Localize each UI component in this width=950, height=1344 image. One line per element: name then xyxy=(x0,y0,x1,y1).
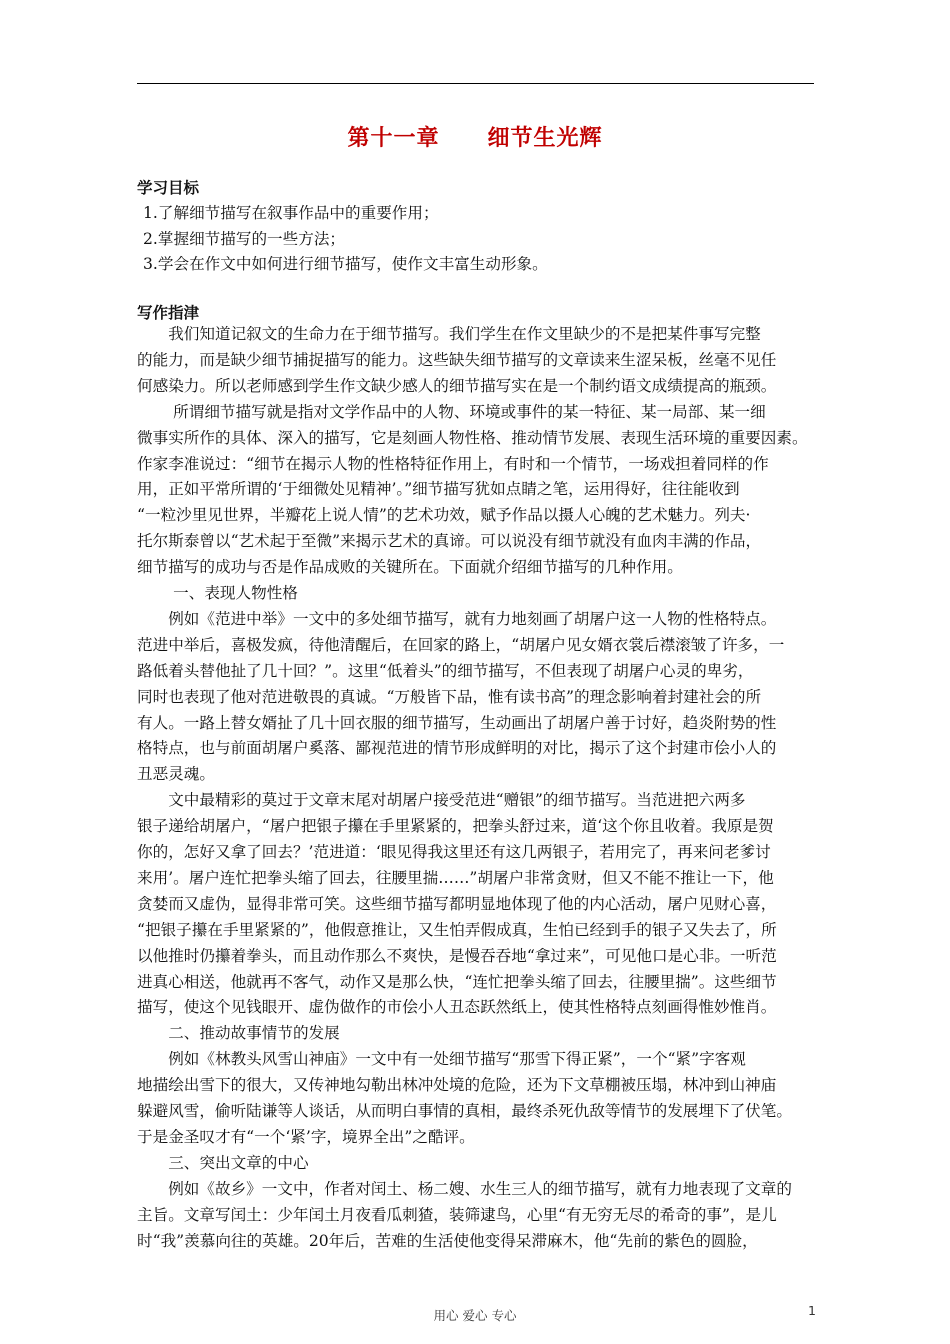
body-line: 来用’。屠户连忙把拳头缩了回去，往腰里揣……”胡屠户非常贪财，但又不能不推让一下，他 xyxy=(137,868,774,887)
body-line: 银子递给胡屠户，“屠户把银子攥在手里紧紧的，把拳头舒过来，道‘这个你且收着。我原是贺 xyxy=(137,817,774,836)
guide-heading: 写作指津 xyxy=(137,304,200,322)
body-line: 地描绘出雪下的很大，又传神地勾勒出林冲处境的危险，还为下文草棚被压塌，林冲到山神庙 xyxy=(137,1076,777,1095)
objective-item: 1.了解细节描写在叙事作品中的重要作用； xyxy=(143,204,439,222)
header-rule xyxy=(137,83,814,84)
body-line: 你的，怎好又拿了回去？’范进道：‘眼见得我这里还有这几两银子，若用完了，再来问老爹讨 xyxy=(137,843,771,861)
body-line: 躲避风雪，偷听陆谦等人谈话，从而明白事情的真相，最终杀死仇敌等情节的发展埋下了伏笔。 xyxy=(137,1102,792,1120)
body-line: 二、推动故事情节的发展 xyxy=(137,1024,340,1043)
chapter-name: 细节生光辉 xyxy=(487,126,603,151)
body-line: 同时也表现了他对范进敬畏的真诚。“万般皆下品，惟有读书高”的理念影响着封建社会的所 xyxy=(137,687,762,706)
body-line: 主旨。文章写闰土：少年闰土月夜看瓜刺猹，装筛逮鸟，心里“有无穷无尽的希奇的事”，是儿 xyxy=(137,1205,777,1224)
body-line: “一粒沙里见世界，半瓣花上说人情”的艺术功效，赋予作品以摄人心魄的艺术魅力。列夫· xyxy=(137,506,751,525)
body-line: 例如《故乡》一文中，作者对闰土、杨二嫂、水生三人的细节描写，就有力地表现了文章的 xyxy=(137,1179,792,1198)
body-line: 托尔斯泰曾以“艺术起于至微”来揭示艺术的真谛。可以说没有细节就没有血肉丰满的作品， xyxy=(137,532,762,551)
body-line: 路低着头替他扯了几十回？”。这里“低着头”的细节描写，不但表现了胡屠户心灵的卑劣， xyxy=(137,661,754,680)
body-line: “把银子攥在手里紧紧的”，他假意推让，又生怕弄假成真，生怕已经到手的银子又失去了，所 xyxy=(137,920,777,939)
footer-slogan: 用心 爱心 专心 xyxy=(433,1308,517,1323)
body-line: 细节描写的成功与否是作品成败的关键所在。下面就介绍细节描写的几种作用。 xyxy=(137,558,683,577)
body-line: 丑恶灵魂。 xyxy=(137,765,215,784)
body-line: 描写，使这个见钱眼开、虚伪做作的市侩小人丑态跃然纸上，使其性格特点刻画得惟妙惟肖。 xyxy=(137,998,777,1017)
body-line: 三、突出文章的中心 xyxy=(137,1153,309,1172)
objective-item: 3.学会在作文中如何进行细节描写，使作文丰富生动形象。 xyxy=(143,255,548,273)
body-line: 用，正如平常所谓的‘于细微处见精神’。”细节描写犹如点睛之笔，运用得好，往往能收到 xyxy=(137,480,740,499)
body-line: 我们知道记叙文的生命力在于细节描写。我们学生在作文里缺少的不是把某件事写完整 xyxy=(137,325,761,343)
body-line: 文中最精彩的莫过于文章末尾对胡屠户接受范进“赠银”的细节描写。当范进把六两多 xyxy=(137,791,746,810)
objectives-heading: 学习目标 xyxy=(137,179,200,197)
body-line: 一、表现人物性格 xyxy=(137,584,298,602)
body-line: 于是金圣叹才有“一个‘紧’字，境界全出”之酷评。 xyxy=(137,1127,475,1146)
body-line: 贪婪而又虚伪，显得非常可笑。这些细节描写都明显地体现了他的内心活动，屠户见财心喜， xyxy=(137,894,777,913)
body-line: 例如《范进中举》一文中的多处细节描写，就有力地刻画了胡屠户这一人物的性格特点。 xyxy=(137,609,777,628)
body-line: 作家李准说过：“细节在揭示人物的性格特征作用上，有时和一个情节，一场戏担着同样的作 xyxy=(137,454,769,473)
body-line: 范进中举后，喜极发疯，待他清醒后，在回家的路上，“胡屠户见女婿衣裳后襟滚皱了许多，一 xyxy=(137,635,785,654)
body-line: 格特点，也与前面胡屠户奚落、鄙视范进的情节形成鲜明的对比，揭示了这个封建市侩小人的 xyxy=(137,739,777,758)
page-number: 1 xyxy=(808,1303,816,1318)
body-line: 所谓细节描写就是指对文学作品中的人物、环境或事件的某一特征、某一局部、某一细 xyxy=(137,402,766,421)
body-line: 例如《林教头风雪山神庙》一文中有一处细节描写“那雪下得正紧”，一个“紧”字客观 xyxy=(137,1050,746,1069)
objective-item: 2.掌握细节描写的一些方法； xyxy=(143,230,346,248)
body-line: 的能力，而是缺少细节捕捉描写的能力。这些缺失细节描写的文章读来生涩呆板，丝毫不见任 xyxy=(137,350,777,369)
body-line: 何感染力。所以老师感到学生作文缺少感人的细节描写实在是一个制约语文成绩提高的瓶颈。 xyxy=(137,376,777,395)
body-line: 有人。一路上替女婿扯了几十回衣服的细节描写，生动画出了胡屠户善于讨好，趋炎附势的性 xyxy=(137,713,777,732)
body-line: 进真心相送，他就再不客气，动作又是那么快，“连忙把拳头缩了回去，往腰里揣”。这些细节 xyxy=(137,972,777,991)
body-line: 以他推时仍攥着拳头，而且动作那么不爽快，是慢吞吞地“拿过来”，可见他口是心非。一听范 xyxy=(137,946,777,965)
body-line: 微事实所作的具体、深入的描写，它是刻画人物性格、推动情节发展、表现生活环境的重要因素。 xyxy=(137,428,808,447)
body-line: 时“我”羡慕向往的英雄。20年后，苦难的生活使他变得呆滞麻木，他“先前的紫色的圆脸， xyxy=(137,1231,758,1250)
chapter-title xyxy=(0,121,950,152)
chapter-number: 第十一章 xyxy=(347,126,440,151)
